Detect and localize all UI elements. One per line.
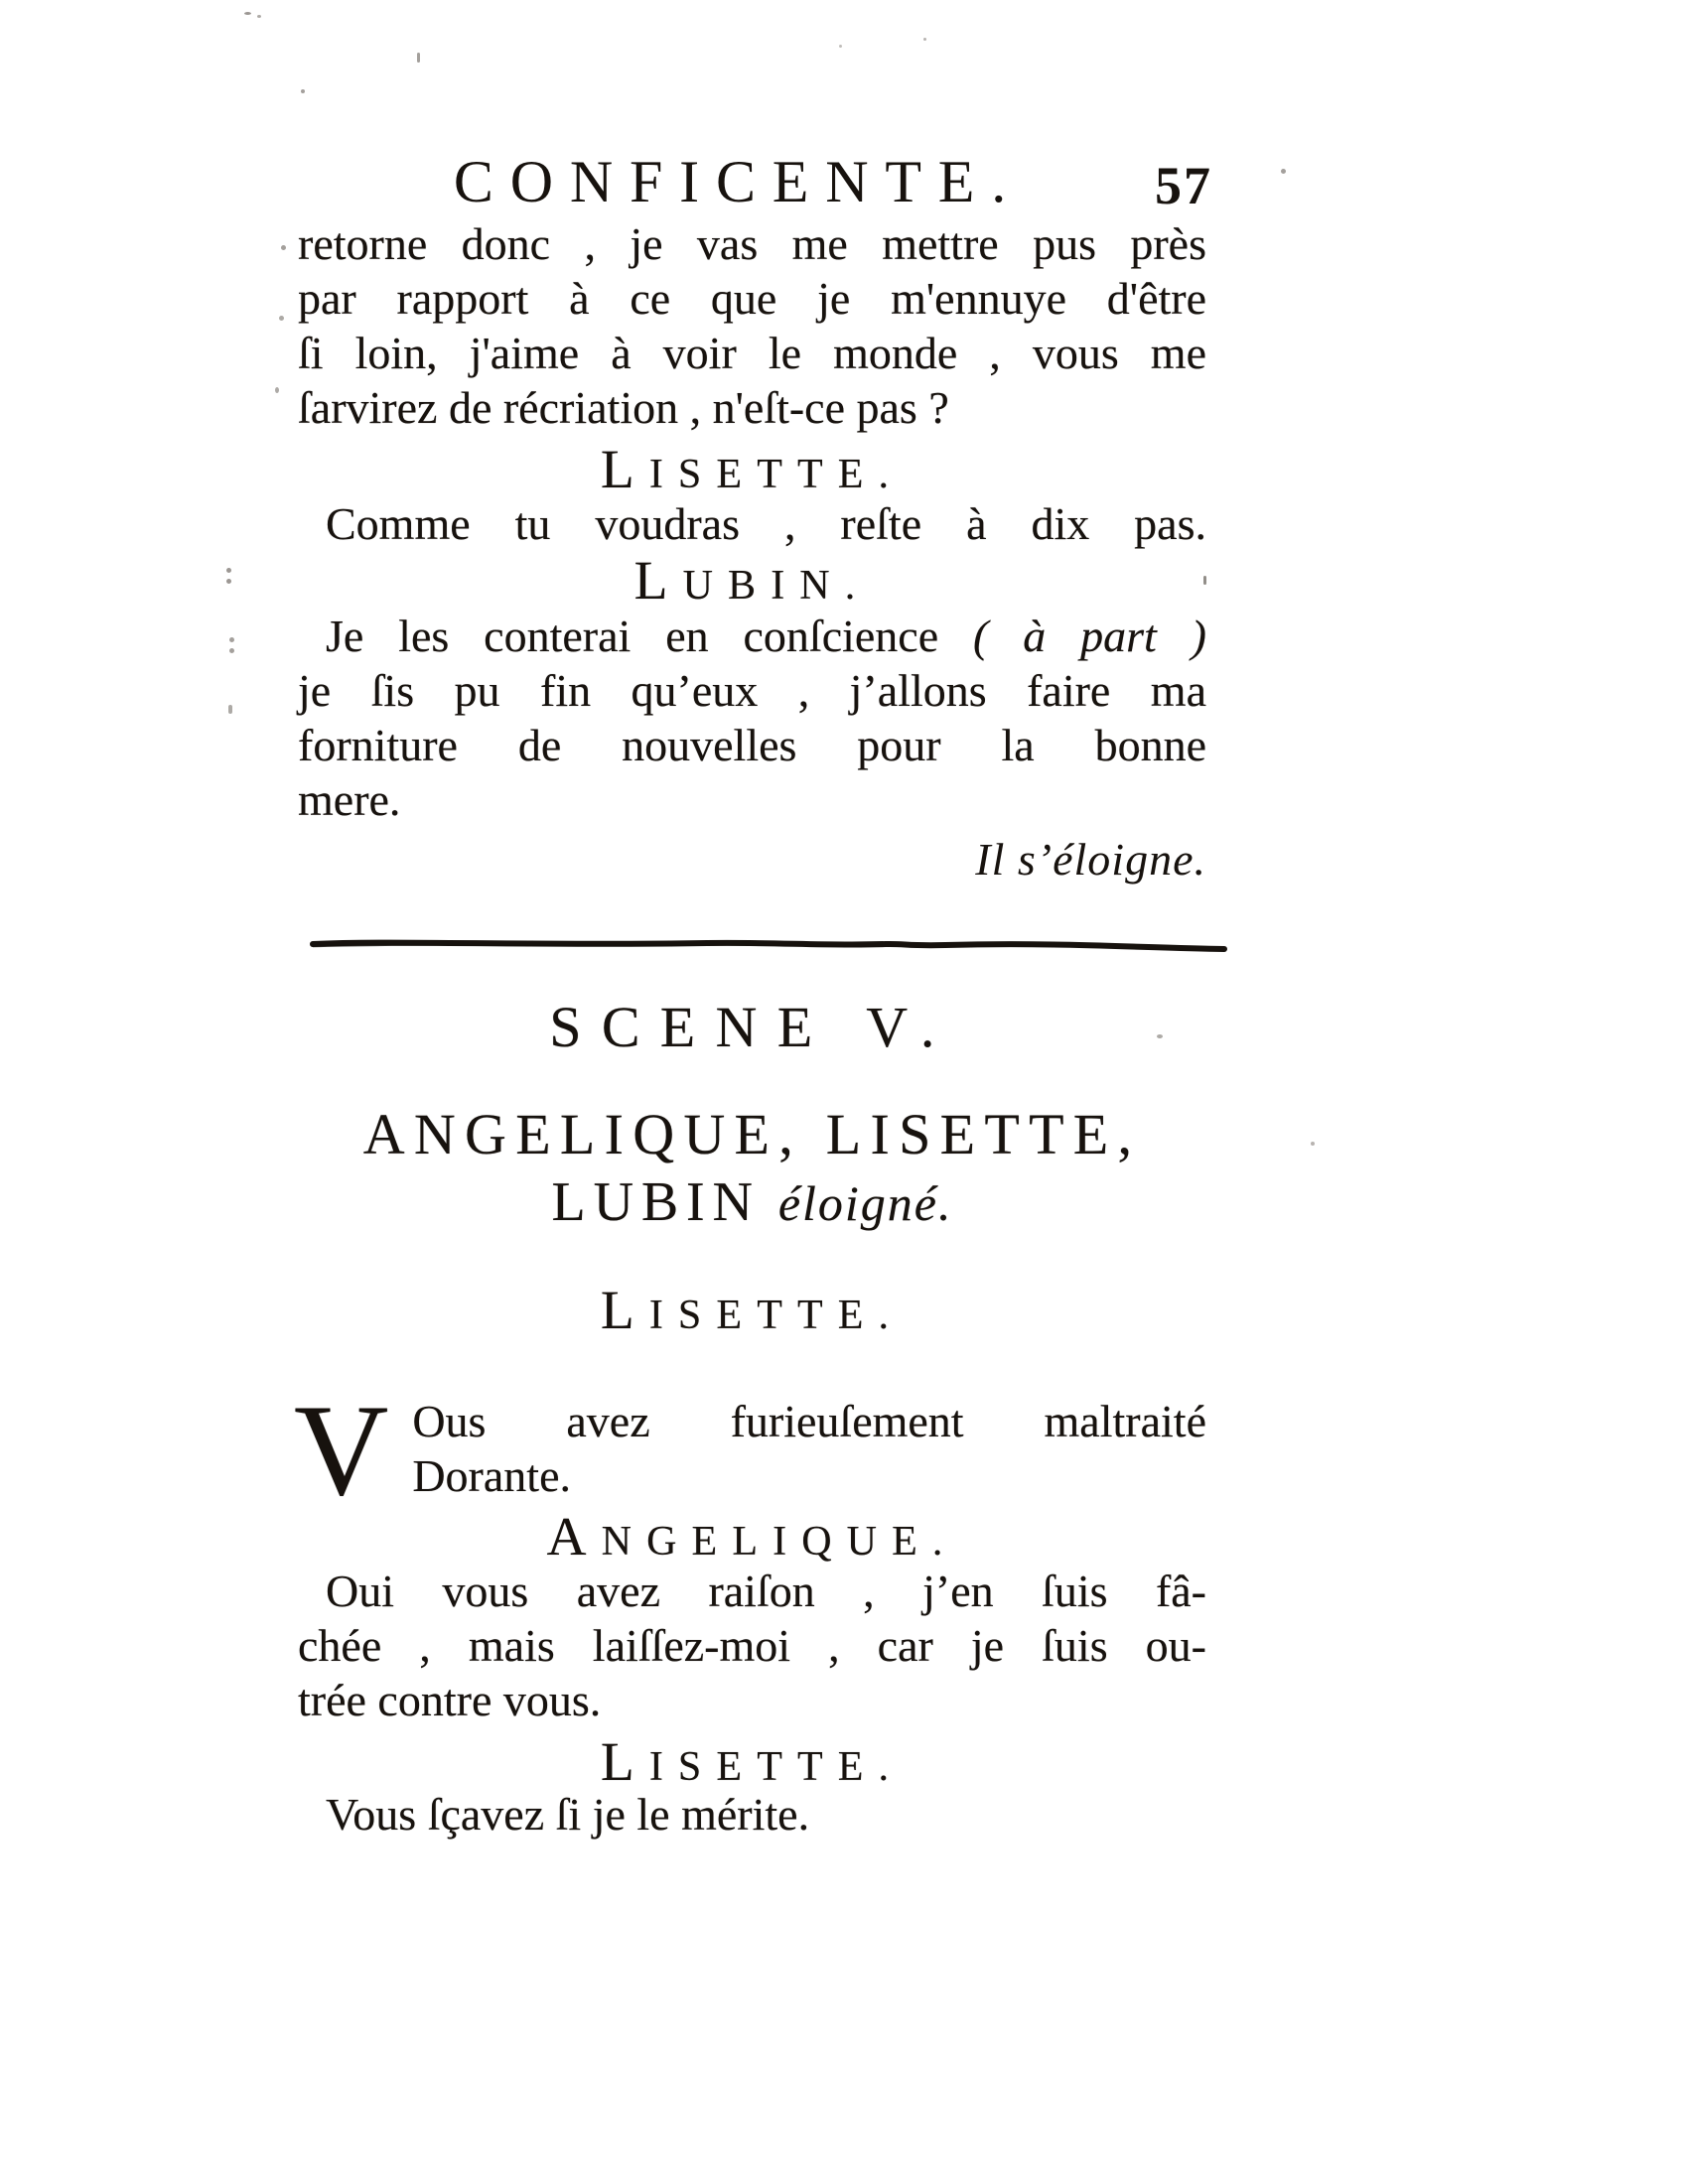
dialogue-line: Dorante. — [412, 1450, 571, 1501]
speech-lisette-2 — [294, 1377, 1206, 1523]
character-note: éloigné. — [777, 1175, 953, 1231]
drop-cap-initial: V — [294, 1377, 389, 1523]
dialogue-line: je ſis pu fin qu’eux , j’allons faire ma — [298, 665, 1206, 716]
scene-title: SCENE V. — [549, 995, 955, 1059]
page-header — [298, 149, 1212, 215]
dialogue-line: forniture de nouvelles pour la bonne — [298, 720, 1206, 770]
speech-angelique — [298, 1564, 1206, 1727]
scan-speck — [244, 12, 251, 15]
scan-speck — [923, 38, 926, 41]
scan-speck — [279, 316, 284, 321]
scan-speck — [301, 89, 305, 93]
scan-speck — [229, 637, 234, 642]
dialogue-line: ſi loin, j'aime à voir le monde , vous me — [298, 328, 1206, 378]
dialogue-line: chée , mais laiſſez-moi , car je ſuis ou- — [298, 1620, 1206, 1671]
scan-speck — [228, 705, 232, 714]
scene-characters-line1: ANGELIQUE, LISETTE, — [362, 1102, 1142, 1166]
scan-speck — [1311, 1142, 1315, 1146]
scan-speck — [281, 245, 286, 250]
speaker-heading-lisette: LISETTE. — [600, 1731, 905, 1792]
speaker-heading-lubin: LUBIN. — [633, 550, 871, 611]
dialogue-line: Ous avez furieuſement maltraité — [412, 1396, 1206, 1446]
page-number: 57 — [1155, 156, 1212, 215]
scan-speck — [275, 387, 279, 393]
aside-note: ( à part ) — [973, 611, 1206, 661]
scan-speck — [257, 15, 261, 18]
dialogue-line: Oui vous avez raiſon , j’en ſuis fâ- — [326, 1566, 1206, 1616]
dialogue-line: trée contre vous. — [298, 1675, 602, 1725]
stage-direction: Il s’éloigne. — [975, 834, 1206, 885]
continuation-paragraph — [298, 216, 1206, 435]
dialogue-line: par rapport à ce que je m'ennuye d'être — [298, 273, 1206, 324]
speaker-heading-lisette: LISETTE. — [600, 439, 905, 499]
dialogue-line — [298, 609, 1206, 663]
dialogue-line: ſarvirez de récriation , n'eſt-ce pas ? — [298, 382, 949, 433]
divider-rule-stroke — [310, 937, 1228, 955]
dialogue-line: Comme tu voudras , reſte à dix pas. — [326, 498, 1206, 549]
running-header-title: CONFICENTE. — [453, 149, 1024, 214]
dialogue-line: retorne donc , je vas me mettre pus près — [298, 218, 1206, 269]
speech-lubin — [298, 609, 1206, 827]
dialogue-text: Je les conterai en conſcience — [326, 611, 974, 661]
speech-lisette-3 — [298, 1787, 1206, 1842]
scene-divider-rule — [310, 937, 1228, 955]
scan-speck — [226, 568, 231, 573]
scan-speck — [1281, 169, 1286, 174]
scan-speck — [226, 579, 231, 584]
scan-speck — [1157, 1034, 1163, 1038]
dialogue-line: Vous ſçavez ſi je le mérite. — [326, 1789, 810, 1840]
speech-lisette-1 — [298, 496, 1206, 551]
scan-speck — [1203, 576, 1206, 585]
scan-speck — [229, 648, 234, 653]
speaker-heading-lisette: LISETTE. — [600, 1280, 905, 1340]
scan-speck — [417, 53, 420, 63]
character-name: LUBIN — [551, 1171, 761, 1233]
scan-speck — [839, 45, 842, 48]
speaker-heading-angelique: ANGELIQUE. — [546, 1506, 958, 1567]
scene-characters-line2 — [298, 1171, 1206, 1234]
dialogue-line: mere. — [298, 774, 401, 825]
